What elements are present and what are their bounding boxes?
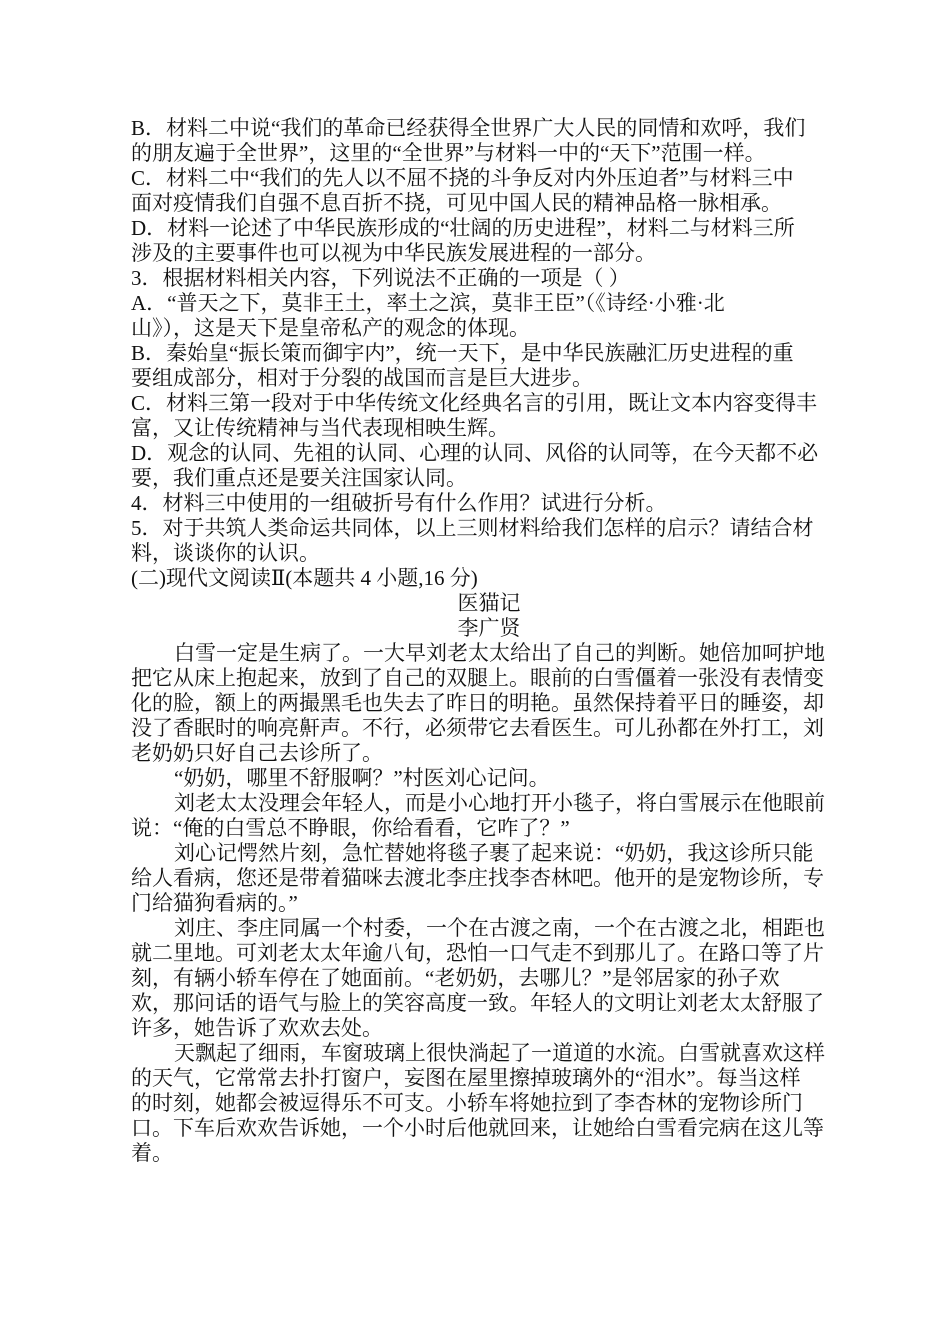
story-para6-line5: 着。 xyxy=(131,1141,173,1165)
q3-option-a-line1: A．“普天之下，莫非王土，率土之滨，莫非王臣”（《诗经·小雅·北 xyxy=(131,291,725,315)
story-para5-line5: 许多，她告诉了欢欢去处。 xyxy=(131,1016,383,1040)
q3-option-b-line2: 要组成部分，相对于分裂的战国而言是巨大进步。 xyxy=(131,366,593,390)
story-para4-line1: 刘心记愕然片刻，急忙替她将毯子裹了起来说：“奶奶，我这诊所只能 xyxy=(174,841,814,865)
story-para5-line3: 刻，有辆小轿车停在了她面前。“老奶奶，去哪儿？”是邻居家的孙子欢 xyxy=(131,966,780,990)
q3-option-d-line2: 要，我们重点还是要关注国家认同。 xyxy=(131,466,467,490)
story-para4-line3: 门给猫狗看病的。” xyxy=(131,891,298,915)
q3-option-b-line1: B．秦始皇“振长策而御宇内”，统一天下，是中华民族融汇历史进程的重 xyxy=(131,341,794,365)
story-para1-line1: 白雪一定是生病了。一大早刘老太太给出了自己的判断。她倍加呵护地 xyxy=(174,641,825,665)
story-author: 李广贤 xyxy=(457,616,521,640)
q3-option-c-line2: 富，又让传统精神与当代表现相映生辉。 xyxy=(131,416,509,440)
story-para3-line1: 刘老太太没理会年轻人，而是小心地打开小毯子，将白雪展示在他眼前 xyxy=(174,791,825,815)
story-para5-line2: 就二里地。可刘老太太年逾八旬，恐怕一口气走不到那儿了。在路口等了片 xyxy=(131,941,824,965)
q2-option-b-line1: B．材料二中说“我们的革命已经获得全世界广大人民的同情和欢呼，我们 xyxy=(131,116,806,140)
q3-option-c-line1: C．材料三第一段对于中华传统文化经典名言的引用，既让文本内容变得丰 xyxy=(131,391,818,415)
q2-option-c-line1: C．材料二中“我们的先人以不屈不挠的斗争反对内外压迫者”与材料三中 xyxy=(131,166,794,190)
q2-option-c-line2: 面对疫情我们自强不息百折不挠，可见中国人民的精神品格一脉相承。 xyxy=(131,191,782,215)
story-para4-line2: 给人看病，您还是带着猫咪去渡北李庄找李杏林吧。他开的是宠物诊所，专 xyxy=(131,866,824,890)
story-para1-line3: 化的脸，额上的两撮黑毛也失去了昨日的明艳。虽然保持着平日的睡姿，却 xyxy=(131,691,824,715)
section-2-header: (二)现代文阅读Ⅱ(本题共 4 小题,16 分) xyxy=(131,566,478,590)
story-para5-line4: 欢，那问话的语气与脸上的笑容高度一致。年轻人的文明让刘老太太舒服了 xyxy=(131,991,824,1015)
story-title: 医猫记 xyxy=(457,591,521,615)
q3-option-d-line1: D．观念的认同、先祖的认同、心理的认同、风俗的认同等，在今天都不必 xyxy=(131,441,819,465)
q5-stem-line2: 料，谈谈你的认识。 xyxy=(131,541,320,565)
story-para1-line4: 没了香眠时的响亮鼾声。不行，必须带它去看医生。可儿孙都在外打工，刘 xyxy=(131,716,824,740)
q3-stem: 3．根据材料相关内容，下列说法不正确的一项是（ ） xyxy=(131,266,630,290)
story-para3-line2: 说：“俺的白雪总不睁眼，你给看看，它咋了？” xyxy=(131,816,570,840)
q2-option-d-line2: 涉及的主要事件也可以视为中华民族发展进程的一部分。 xyxy=(131,241,656,265)
story-para6-line4: 口。下车后欢欢告诉她，一个小时后他就回来，让她给白雪看完病在这儿等 xyxy=(131,1116,824,1140)
q4-stem: 4．材料三中使用的一组破折号有什么作用？试进行分析。 xyxy=(131,491,667,515)
story-para6-line1: 天飘起了细雨，车窗玻璃上很快淌起了一道道的水流。白雪就喜欢这样 xyxy=(174,1041,825,1065)
text-block xyxy=(131,116,847,1166)
q2-option-b-line2: 的朋友遍于全世界”，这里的“全世界”与材料一中的“天下”范围一样。 xyxy=(131,141,766,165)
q5-stem-line1: 5．对于共筑人类命运共同体，以上三则材料给我们怎样的启示？请结合材 xyxy=(131,516,814,540)
story-para5-line1: 刘庄、李庄同属一个村委，一个在古渡之南，一个在古渡之北，相距也 xyxy=(174,916,825,940)
story-para6-line3: 的时刻，她都会被逗得乐不可支。小轿车将她拉到了李杏林的宠物诊所门 xyxy=(131,1091,803,1115)
q3-option-a-line2: 山》），这是天下是皇帝私产的观念的体现。 xyxy=(131,316,530,340)
story-para1-line2: 把它从床上抱起来，放到了自己的双腿上。眼前的白雪僵着一张没有表情变 xyxy=(131,666,824,690)
story-para1-line5: 老奶奶只好自己去诊所了。 xyxy=(131,741,383,765)
q2-option-d-line1: D．材料一论述了中华民族形成的“壮阔的历史进程”，材料二与材料三所 xyxy=(131,216,795,240)
story-para6-line2: 的天气，它常常去扑打窗户，妄图在屋里擦掉玻璃外的“泪水”。每当这样 xyxy=(131,1066,801,1090)
story-para2-line1: “奶奶，哪里不舒服啊？”村医刘心记问。 xyxy=(174,766,550,790)
